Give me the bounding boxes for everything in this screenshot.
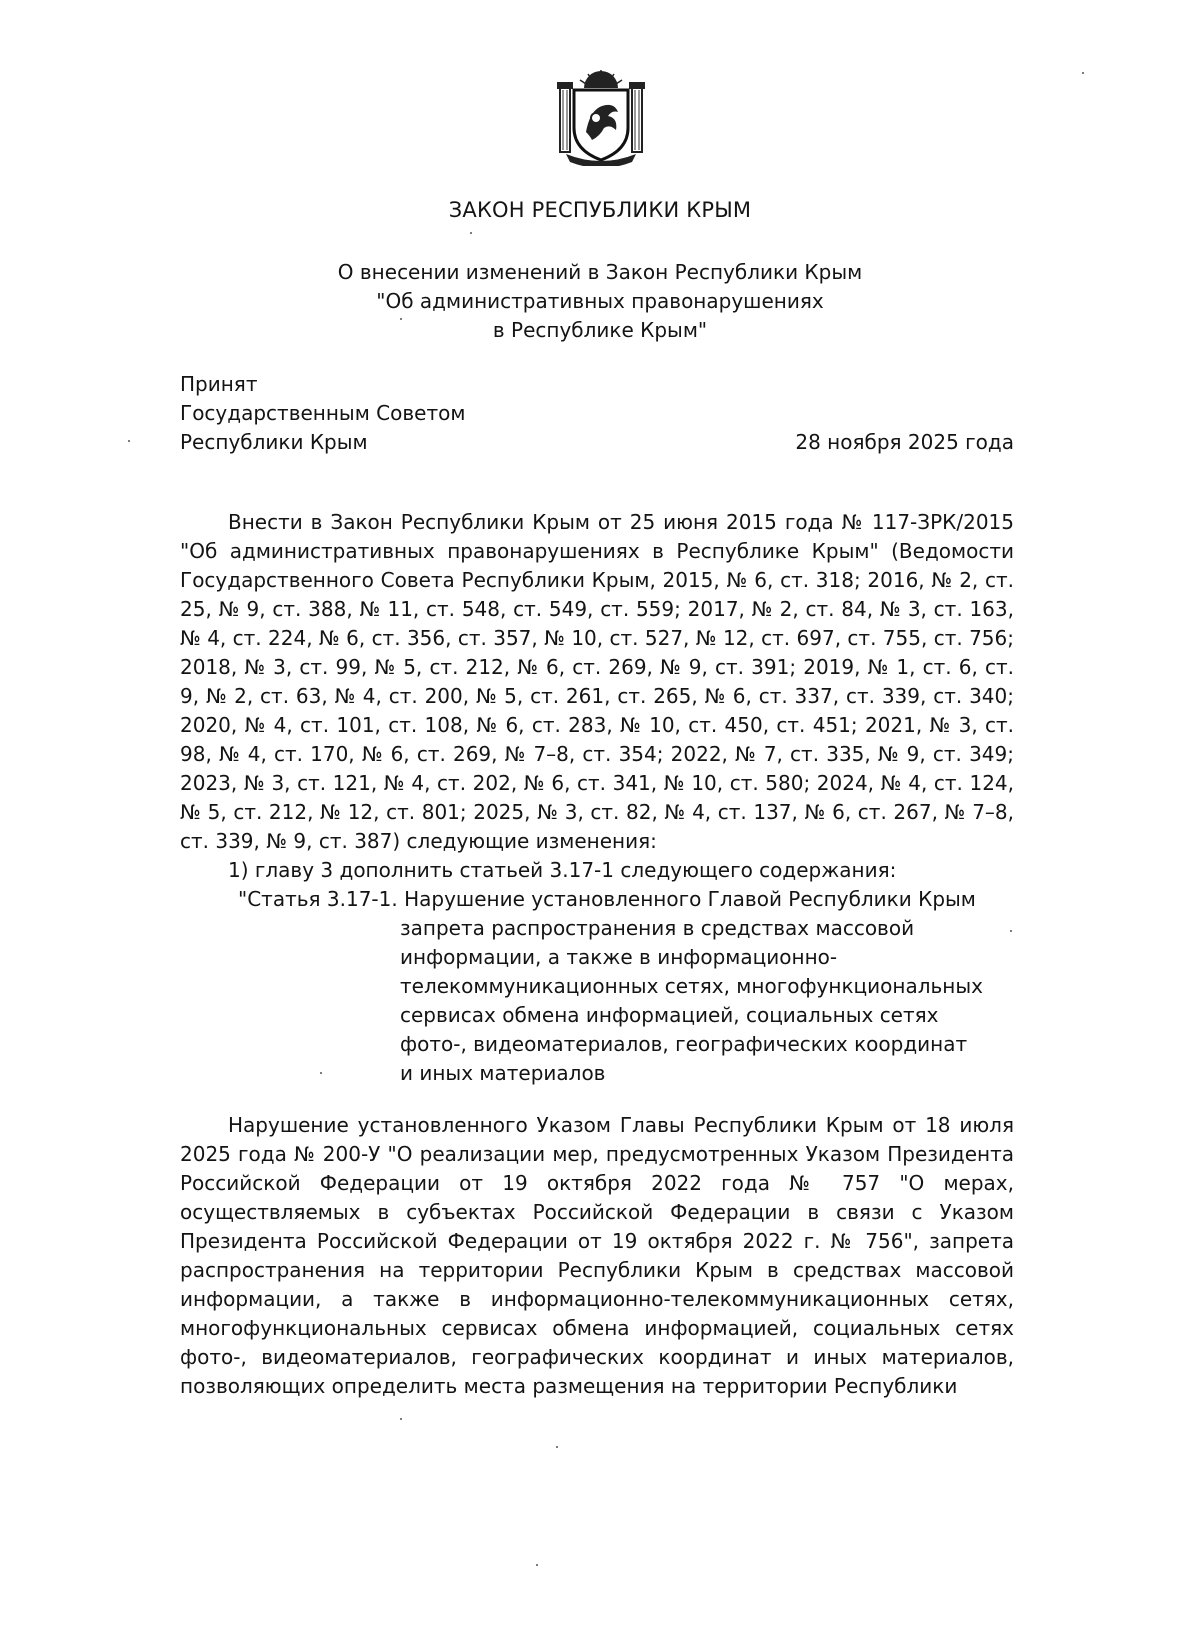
article-title-line: сервисах обмена информацией, социальных сетях: [400, 1003, 939, 1027]
article-title-line: запрета распространения в средствах массовой: [400, 916, 915, 940]
article-number: "Статья 3.17-1.: [238, 887, 398, 911]
scan-speck: [400, 1418, 402, 1420]
intro-paragraph: Внести в Закон Республики Крым от 25 июня 2015 года № 117-ЗРК/2015 "Об административных правонарушениях в Республике Крым" (Ведомости Государственного Совета Республики Крым, 2015, № 6, ст. 318; 2016, № 2, ст. 25, № 9, ст. 388, № 11, ст. 548, ст. 549, ст. 559; 2017, № 2, ст. 84, № 3, ст. 163, № 4, ст. 224, № 6, ст. 356, ст. 357, № 10, ст. 527, № 12, ст. 697, ст. 755, ст. 756; 2018, № 3, ст. 99, № 5, ст. 212, № 6, ст. 269, № 9, ст. 391; 2019, № 1, ст. 6, ст. 9, № 2, ст. 63, № 4, ст. 200, № 5, ст. 261, ст. 265, № 6, ст. 337, ст. 339, ст. 340; 2020, № 4, ст. 101, ст. 108, № 6, ст. 283, № 10, ст. 450, ст. 451; 2021, № 3, ст. 98, № 4, ст. 170, № 6, ст. 269, № 7–8, ст. 354; 2022, № 7, ст. 335, № 9, ст. 349; 2023, № 3, ст. 121, № 4, ст. 202, № 6, ст. 341, № 10, ст. 580; 2024, № 4, ст. 124, № 5, ст. 212, № 12, ст. 801; 2025, № 3, ст. 82, № 4, ст. 137, № 6, ст. 267, № 7–8, ст. 339, № 9, ст. 387) следующие изменения:: [180, 510, 1014, 853]
subtitle-line: О внесении изменений в Закон Республики Крым: [337, 260, 863, 284]
article-text-block: [180, 1111, 1014, 1401]
article-paragraph: Нарушение установленного Указом Главы Республики Крым от 18 июля 2025 года № 200-У "О реализации мер, предусмотренных Указом Президента Российской Федерации от 19 октября 2022 года № 757 "О мерах, осуществляемых в субъектах Российской Федерации в связи с Указом Президента Российской Федерации от 19 октября 2022 г. № 756", запрета распространения на территории Республики Крым в средствах массовой информации, а также в информационно-телекоммуникационных сетях, многофункциональных сервисах обмена информацией, социальных сетях фото-, видеоматериалов, географических координат и иных материалов, позволяющих определить места размещения на территории Республики: [180, 1113, 1014, 1398]
adoption-line: Республики Крым: [180, 430, 368, 454]
document-title: ЗАКОН РЕСПУБЛИКИ КРЫМ: [448, 198, 752, 222]
amendment-item: 1) главу 3 дополнить статьей 3.17-1 следующего содержания:: [228, 858, 897, 882]
crimea-coat-of-arms-emblem: [556, 70, 646, 166]
article-title-line: Нарушение установленного Главой Республики Крым: [404, 887, 976, 911]
article-title-line: телекоммуникационных сетях, многофункциональных: [400, 974, 983, 998]
adoption-date: 28 ноября 2025 года: [795, 430, 1014, 454]
adoption-line: Принят: [180, 372, 258, 396]
scan-speck: [400, 318, 402, 320]
scan-speck: [470, 232, 472, 234]
article-heading: [180, 885, 1014, 1088]
article-title-line: фото-, видеоматериалов, географических координат: [400, 1032, 968, 1056]
main-text-block: [180, 508, 1014, 1088]
article-title-line: информации, а также в информационно-: [400, 945, 838, 969]
subtitle-line: в Республике Крым": [492, 318, 708, 342]
subtitle-line: "Об административных правонарушениях: [376, 289, 824, 313]
scan-speck: [1010, 930, 1012, 932]
adoption-block: [180, 370, 465, 457]
document-subtitle: [0, 258, 1200, 345]
adoption-line: Государственным Советом: [180, 401, 466, 425]
scan-speck: [320, 1072, 322, 1074]
scan-speck: [128, 440, 130, 442]
scan-speck: [556, 1446, 558, 1448]
article-title-line: и иных материалов: [400, 1061, 606, 1085]
scan-speck: [1082, 72, 1084, 74]
scan-speck: [536, 1564, 538, 1566]
article-title-continuation: [180, 914, 1014, 1088]
